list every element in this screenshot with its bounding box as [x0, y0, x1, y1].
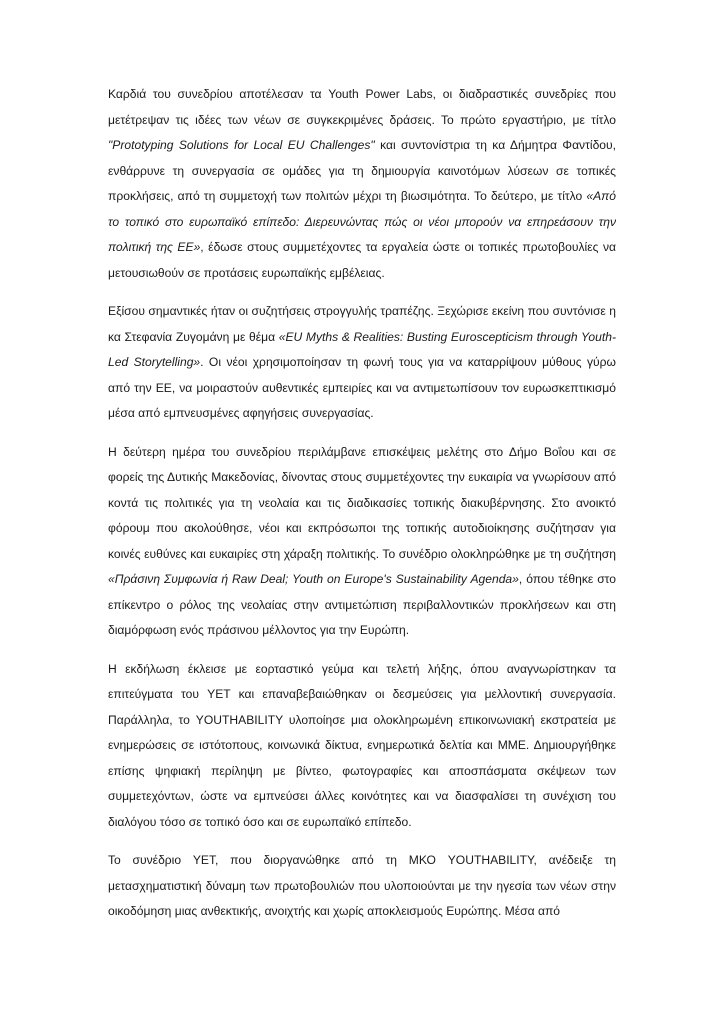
paragraph-text: Εξίσου σημαντικές ήταν οι συζητήσεις στρογγυλής τραπέζης. Ξεχώρισε εκείνη που συντόνισε η κα Στεφανία Ζυγομάνη με θέμα: [108, 304, 616, 344]
paragraph-text: Καρδιά του συνεδρίου αποτέλεσαν τα Youth Power Labs, οι διαδραστικές συνεδρίες που μετέτρεψαν τις ιδέες των νέων σε συγκεκριμένες δράσεις. Το πρώτο εργαστήριο, με τίτλο: [108, 87, 616, 127]
paragraph-closing: [108, 657, 616, 836]
paragraph-youth-power-labs: [108, 82, 616, 286]
discussion-title: «Πράσινη Συμφωνία ή Raw Deal; Youth on Europe's Sustainability Agenda»: [108, 572, 519, 586]
paragraph-text: και συντονίστρια τη κα Δήμητρα Φαντίδου, ενθάρρυνε τη συνεργασία σε ομάδες για τη δημιουργία καινοτόμων λύσεων σε τοπικές προκλήσεις, από τη συμμετοχή των πολιτών μέχρι τη βιωσιμότητα. Το δεύτερο, με τίτλο: [108, 138, 617, 203]
paragraph-text: Η εκδήλωση έκλεισε με εορταστικό γεύμα και τελετή λήξης, όπου αναγνωρίστηκαν τα επιτεύγματα του YET και επαναβεβαιώθηκαν οι δεσμεύσεις για μελλοντική συνεργασία. Παράλληλα, το YOUTHABILITY υλοποίησε μια ολοκληρωμένη επικοινωνιακή εκστρατεία με ενημερώσεις σε ιστότοπους, κοινωνικά δίκτυα, ενημερωτικά δελτία και ΜΜΕ. Δημιουργήθηκε επίσης ψηφιακή περίληψη με βίντεο, φωτογραφίες και αποσπάσματα σκέψεων των συμμετεχόντων, ώστε να εμπνεύσει άλλες κοινότητες και να διασφαλίσει τη συνέχιση του διαλόγου τόσο σε τοπικό όσο και σε ευρωπαϊκό επίπεδο.: [108, 661, 616, 829]
paragraph-text: , έδωσε στους συμμετέχοντες τα εργαλεία ώστε οι τοπικές πρωτοβουλίες να μετουσιωθούν σε προτάσεις ευρωπαϊκής εμβέλειας.: [108, 240, 616, 280]
paragraph-text: Η δεύτερη ημέρα του συνεδρίου περιλάμβανε επισκέψεις μελέτης στο Δήμο Βοΐου και σε φορείς της Δυτικής Μακεδονίας, δίνοντας στους συμμετέχοντες την ευκαιρία να γνωρίσουν από κοντά τις πολιτικές για τη νεολαία και τις διαδικασίες τοπικής διακυβέρνησης. Στο ανοικτό φόρουμ που ακολούθησε, νέοι και εκπρόσωποι της τοπικής αυτοδιοίκησης συζήτησαν για κοινές ευθύνες και ευκαιρίες στη χάραξη πολιτικής. Το συνέδριο ολοκληρώθηκε με τη συζήτηση: [108, 444, 616, 561]
round-table-title: «EU Myths & Realities: Busting Euroscepticism through Youth-Led Storytelling»: [108, 329, 616, 369]
paragraph-text: . Οι νέοι χρησιμοποίησαν τη φωνή τους για να καταρρίψουν μύθους γύρω από την ΕΕ, να μοιραστούν αυθεντικές εμπειρίες και να αντιμετωπίσουν τον ευρωσκεπτικισμό μέσα από εμπνευσμένες αφηγήσεις συνεργασίας.: [108, 355, 616, 420]
paragraph-second-day: [108, 440, 616, 644]
paragraph-conclusion: [108, 848, 616, 925]
workshop-title-2: «Από το τοπικό στο ευρωπαϊκό επίπεδο: Διερευνώντας πώς οι νέοι μπορούν να επηρεάσουν την πολιτική της ΕΕ»: [108, 189, 616, 254]
document-page: [108, 82, 616, 938]
paragraph-text: , όπου τέθηκε στο επίκεντρο ο ρόλος της νεολαίας στην αντιμετώπιση περιβαλλοντικών προκλήσεων και στη διαμόρφωση ενός πράσινου μέλλοντος για την Ευρώπη.: [108, 572, 616, 637]
paragraph-round-tables: [108, 299, 616, 427]
paragraph-text: Το συνέδριο YET, που διοργανώθηκε από τη ΜΚΟ YOUTHABILITY, ανέδειξε τη μετασχηματιστική δύναμη των πρωτοβουλιών που υλοποιούνται με την ηγεσία των νέων στην οικοδόμηση μιας ανθεκτικής, ανοιχτής και χωρίς αποκλεισμούς Ευρώπης. Μέσα από: [108, 853, 616, 918]
workshop-title-1: "Prototyping Solutions for Local EU Challenges": [108, 138, 375, 152]
